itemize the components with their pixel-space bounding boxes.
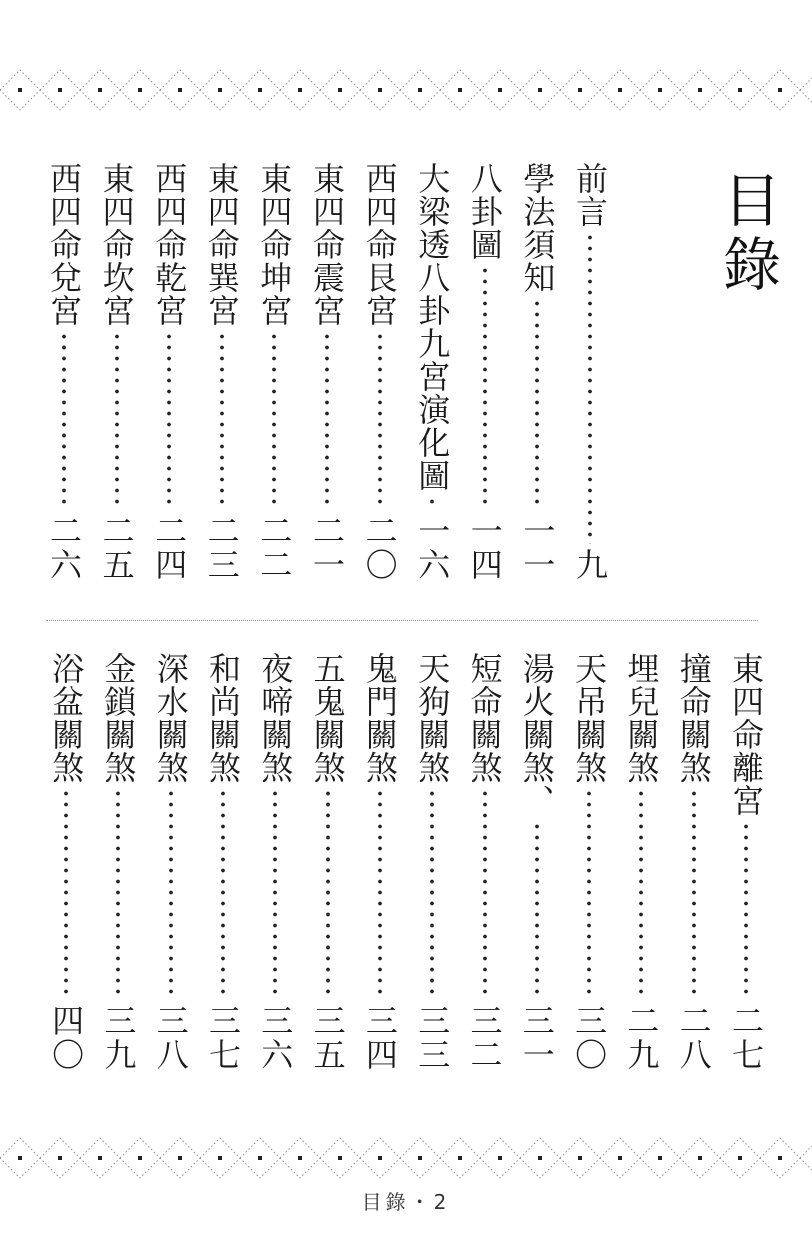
toc-entry[interactable] [96,652,140,1072]
toc-entry-title: 浴盆關煞 [47,652,86,784]
toc-entry-page-number: 三七 [204,1004,242,1072]
toc-entry-title: 八卦圖 [465,162,504,261]
toc-entry-page-number: 九 [571,548,609,582]
toc-leader-dots [200,331,244,510]
toc-entry[interactable] [672,652,716,1072]
toc-leader-dots [252,331,296,510]
toc-entry[interactable] [515,652,559,1072]
toc-entry[interactable] [568,162,612,582]
toc-entry-title: 東四命巽宮 [202,162,241,327]
toc-entry-title: 西四命兌宮 [45,162,83,327]
toc-entry[interactable] [305,162,349,582]
toc-leader-dots [147,331,191,510]
toc-entry-page-number: 三八 [151,1004,190,1072]
toc-entry-title: 天狗關煞 [413,652,452,784]
toc-entry-title: 大梁透八卦九宮演化圖 [413,162,452,492]
toc-entry-page-number: 一一 [518,514,557,582]
toc-leader-dots [619,788,663,1000]
toc-entry-title: 湯火關煞、 [517,652,556,817]
toc-entry-page-number: 三五 [308,1004,347,1072]
toc-entry-title: 西四命乾宮 [150,162,189,327]
toc-leader-dots [410,788,454,1000]
toc-entry-title: 東四命震宮 [308,162,346,327]
toc-entry[interactable] [358,652,402,1072]
toc-entry-title: 西四命艮宮 [360,162,399,327]
toc-leader-dots [672,788,716,1000]
toc-leader-dots [306,788,350,1000]
toc-entry-title: 東四命坤宮 [255,162,294,327]
toc-leader-dots [96,788,140,1000]
toc-leader-dots [44,788,88,1000]
toc-leader-dots [463,788,507,1000]
toc-entry[interactable] [149,652,193,1072]
toc-entry-page-number: 三三 [413,1004,452,1072]
toc-entry[interactable] [306,652,350,1072]
decorative-border-bottom [0,1130,812,1186]
toc-entry-title: 學法須知 [518,162,557,294]
toc-entry-page-number: 二七 [727,1004,765,1072]
toc-leader-dots [42,331,86,510]
toc-leader-dots [358,788,402,1000]
toc-entry-page-number: 二〇 [360,514,399,582]
toc-entry-page-number: 二二 [255,514,294,582]
toc-entry-page-number: 二六 [45,514,83,582]
toc-entry-page-number: 一六 [413,514,452,582]
toc-entry-page-number: 二一 [308,514,346,582]
toc-entry-title: 撞命關煞 [674,652,713,784]
toc-entry-page-number: 三二 [465,1004,504,1072]
toc-entry[interactable] [252,162,296,582]
toc-entry[interactable] [42,162,86,582]
toc-entry-title: 天吊關煞 [570,652,609,784]
toc-entry-title: 東四命離宮 [727,652,765,817]
toc-entry[interactable] [724,652,768,1072]
toc-entry-page-number: 二八 [674,1004,713,1072]
toc-entry[interactable] [410,652,454,1072]
toc-leader-dots [410,496,454,510]
toc-leader-dots [95,331,139,510]
toc-entry-title: 鬼門關煞 [360,652,399,784]
toc-entry-page-number: 一四 [465,514,504,582]
toc-entry[interactable] [567,652,611,1072]
toc-entry-page-number: 三九 [99,1004,138,1072]
toc-leader-dots [463,265,507,510]
toc-entry-page-number: 二四 [150,514,189,582]
toc-entry[interactable] [619,652,663,1072]
toc-entry[interactable] [147,162,191,582]
toc-leader-dots [515,298,559,510]
toc-leader-dots [358,331,402,510]
toc-entry[interactable] [95,162,139,582]
decorative-border-top [0,62,812,118]
toc-entry-title: 夜啼關煞 [256,652,295,784]
page-footer: 目錄・2 [361,1190,451,1214]
toc-entry-title: 埋兒關煞 [622,652,661,784]
toc-entry[interactable] [200,162,244,582]
toc-leader-dots [253,788,297,1000]
toc-entry[interactable] [463,162,507,582]
toc-leader-dots [149,788,193,1000]
toc-entry-page-number: 三〇 [570,1004,609,1072]
toc-entry-title: 五鬼關煞 [308,652,347,784]
toc-entry-title: 前言 [571,162,609,228]
toc-leader-dots [515,821,559,1000]
toc-entry[interactable] [358,162,402,582]
toc-entry[interactable] [44,652,88,1072]
toc-entry-page-number: 二九 [622,1004,661,1072]
toc-leader-dots [305,331,349,510]
toc-entry-page-number: 四〇 [47,1004,86,1072]
toc-leader-dots [724,821,768,1000]
toc-entry-page-number: 二五 [97,514,136,582]
toc-entry-page-number: 三六 [256,1004,295,1072]
toc-entry-title: 金鎖關煞 [99,652,138,784]
toc-leader-dots [201,788,245,1000]
toc-entry[interactable] [410,162,454,582]
toc-entry-title: 和尚關煞 [204,652,242,784]
toc-entry[interactable] [201,652,245,1072]
toc-leader-dots [568,232,612,544]
toc-entry-title: 短命關煞 [465,652,504,784]
toc-entry-title: 東四命坎宮 [97,162,136,327]
toc-entry[interactable] [463,652,507,1072]
toc-entry[interactable] [253,652,297,1072]
toc-entry-page-number: 三一 [517,1004,556,1072]
toc-entry-page-number: 三四 [360,1004,399,1072]
toc-leader-dots [567,788,611,1000]
section-divider [46,620,758,621]
toc-entry[interactable] [515,162,559,582]
toc-entry-title: 深水關煞 [151,652,190,784]
toc-entry-page-number: 二三 [202,514,241,582]
page-title: 目錄 [713,170,781,298]
